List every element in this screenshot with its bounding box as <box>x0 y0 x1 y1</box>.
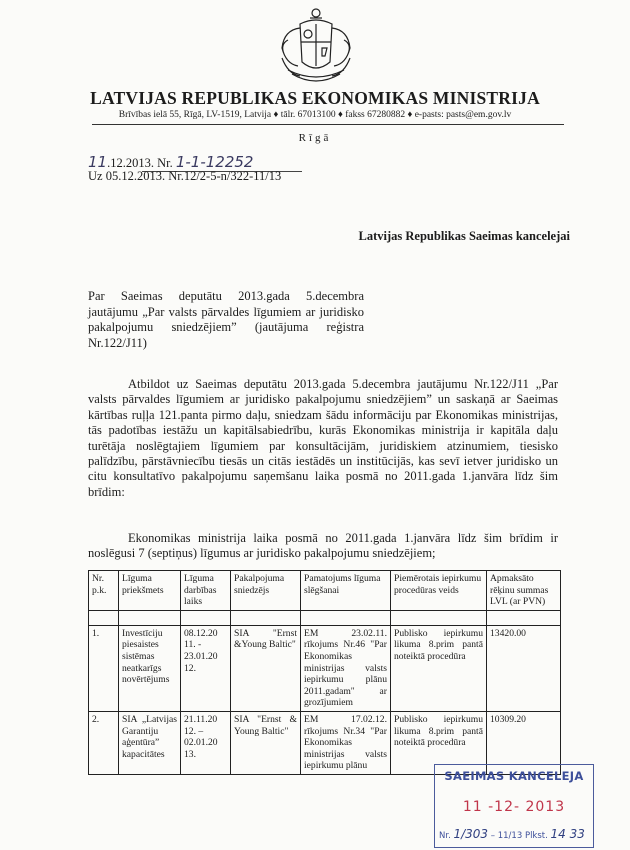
table-header-row <box>89 571 561 611</box>
cell-procedure: Publisko iepirkumu likuma 8.prim pantā noteiktā procedūra <box>391 625 487 711</box>
cell-period: 08.12.20 11. - 23.01.20 12. <box>181 625 231 711</box>
header-subject: Līguma priekšmets <box>119 571 181 611</box>
subject-line: Par Saeimas deputātu 2013.gada 5.decembra jautājumu „Par valsts pārvaldes līgumiem ar juridisko pakalpojumu sniedzējiem” (jautājuma reģistra Nr.122/J11) <box>88 289 364 350</box>
cell-basis: EM 17.02.12. rīkojums Nr.34 "Par Ekonomikas ministrijas valsts iepirkumu plānu <box>301 711 391 774</box>
stamp-date: 11 -12- 2013 <box>462 799 566 815</box>
date-rest: .12.2013. Nr. <box>107 156 173 170</box>
stamp-registration <box>439 827 589 841</box>
header-procedure: Piemērotais iepirkumu procedūras veids <box>391 571 487 611</box>
reply-reference: Uz 05.12.2013. Nr.12/2-5-n/322-11/13 <box>88 169 282 183</box>
cell-basis: EM 23.02.11. rīkojums Nr.46 "Par Ekonomikas ministrijas valsts iepirkumu plānu 2011.gadam" ar grozījumiem <box>301 625 391 711</box>
cell-subject: Investīciju piesaistes sistēmas neatkarīgs novērtējums <box>119 625 181 711</box>
contracts-table <box>88 570 561 775</box>
handwritten-day: 11 <box>88 153 108 171</box>
cell-period: 21.11.20 12. – 02.01.20 13. <box>181 711 231 774</box>
stamp-sheets-label: Plkst. <box>524 831 548 841</box>
header-provider: Pakalpojuma sniedzējs <box>231 571 301 611</box>
ministry-address: Brīvības ielā 55, Rīgā, LV-1519, Latvija ♦ tālr. 67013100 ♦ fakss 67280882 ♦ e-pasts: pasts@em.gov.lv <box>118 110 512 120</box>
stamp-title: SAEIMAS KANCELEJA <box>444 769 584 783</box>
stamp-dash: – <box>490 831 496 841</box>
cell-provider: SIA "Ernst & Young Baltic" <box>231 711 301 774</box>
stamp-sheets-value: 14 33 <box>550 827 585 841</box>
recipient: Latvijas Republikas Saeimas kancelejai <box>358 229 570 243</box>
stamp-nr-suffix: 11/13 <box>497 831 523 841</box>
header-basis: Pamatojums līguma slēgšanai <box>301 571 391 611</box>
cell-amount: 10309.20 <box>487 711 561 774</box>
header-amount: Apmaksāto rēķinu summas LVL (ar PVN) <box>487 571 561 611</box>
stamp-nr-label: Nr. <box>439 831 451 841</box>
table-row <box>89 625 561 711</box>
coat-of-arms-icon <box>270 4 362 90</box>
body-paragraph-2: Ekonomikas ministrija laika posmā no 2011.gada 1.janvāra līdz šim brīdim ir noslēgusi 7 (septiņus) līgumus ar juridisko pakalpojumu sniedzējiem; <box>88 531 558 561</box>
handwritten-number: 1-1-12252 <box>175 153 254 171</box>
cell-provider: SIA "Ernst &Young Baltic" <box>231 625 301 711</box>
header-period: Līguma darbības laiks <box>181 571 231 611</box>
city-name: Rīgā <box>298 132 332 144</box>
cell-procedure: Publisko iepirkumu likuma 8.prim pantā noteiktā procedūra <box>391 711 487 774</box>
cell-nr: 1. <box>89 625 119 711</box>
letterhead-divider <box>92 124 564 125</box>
cell-nr: 2. <box>89 711 119 774</box>
cell-subject: SIA „Latvijas Garantiju aģentūra” kapacitātes <box>119 711 181 774</box>
stamp-nr-value: 1/303 <box>453 827 489 841</box>
header-nr: Nr. p.k. <box>89 571 119 611</box>
body-paragraph-1: Atbildot uz Saeimas deputātu 2013.gada 5.decembra jautājumu Nr.122/J11 „Par valsts pārvaldes līgumiem ar juridisko pakalpojumu sniedzējiem” un saskaņā ar Saeimas kārtības ruļļa 121.panta pirmo daļu, sniedzam šādu informāciju par Ekonomikas ministrijas, tās padotības iestāžu un kapitālsabiedrību, kurās Ekonomikas ministrija ir kapitāla daļu turētāja noslēgtajiem līgumiem par konsultācijām, juridiskiem atzinumiem, tiesisko palīdzību, pārstāvniecību tiesās un citās iestādēs un institūcijās, kas sevī ietver juridisko un citu konsultatīvo pakalpojumu saņemšanu laika posmā no 2011.gada 1.janvāra līdz šim brīdim: <box>88 377 558 499</box>
registration-stamp <box>434 764 594 848</box>
ministry-name: LATVIJAS REPUBLIKAS EKONOMIKAS MINISTRIJA <box>90 88 540 108</box>
table-spacer-row <box>89 610 561 625</box>
cell-amount: 13420.00 <box>487 625 561 711</box>
